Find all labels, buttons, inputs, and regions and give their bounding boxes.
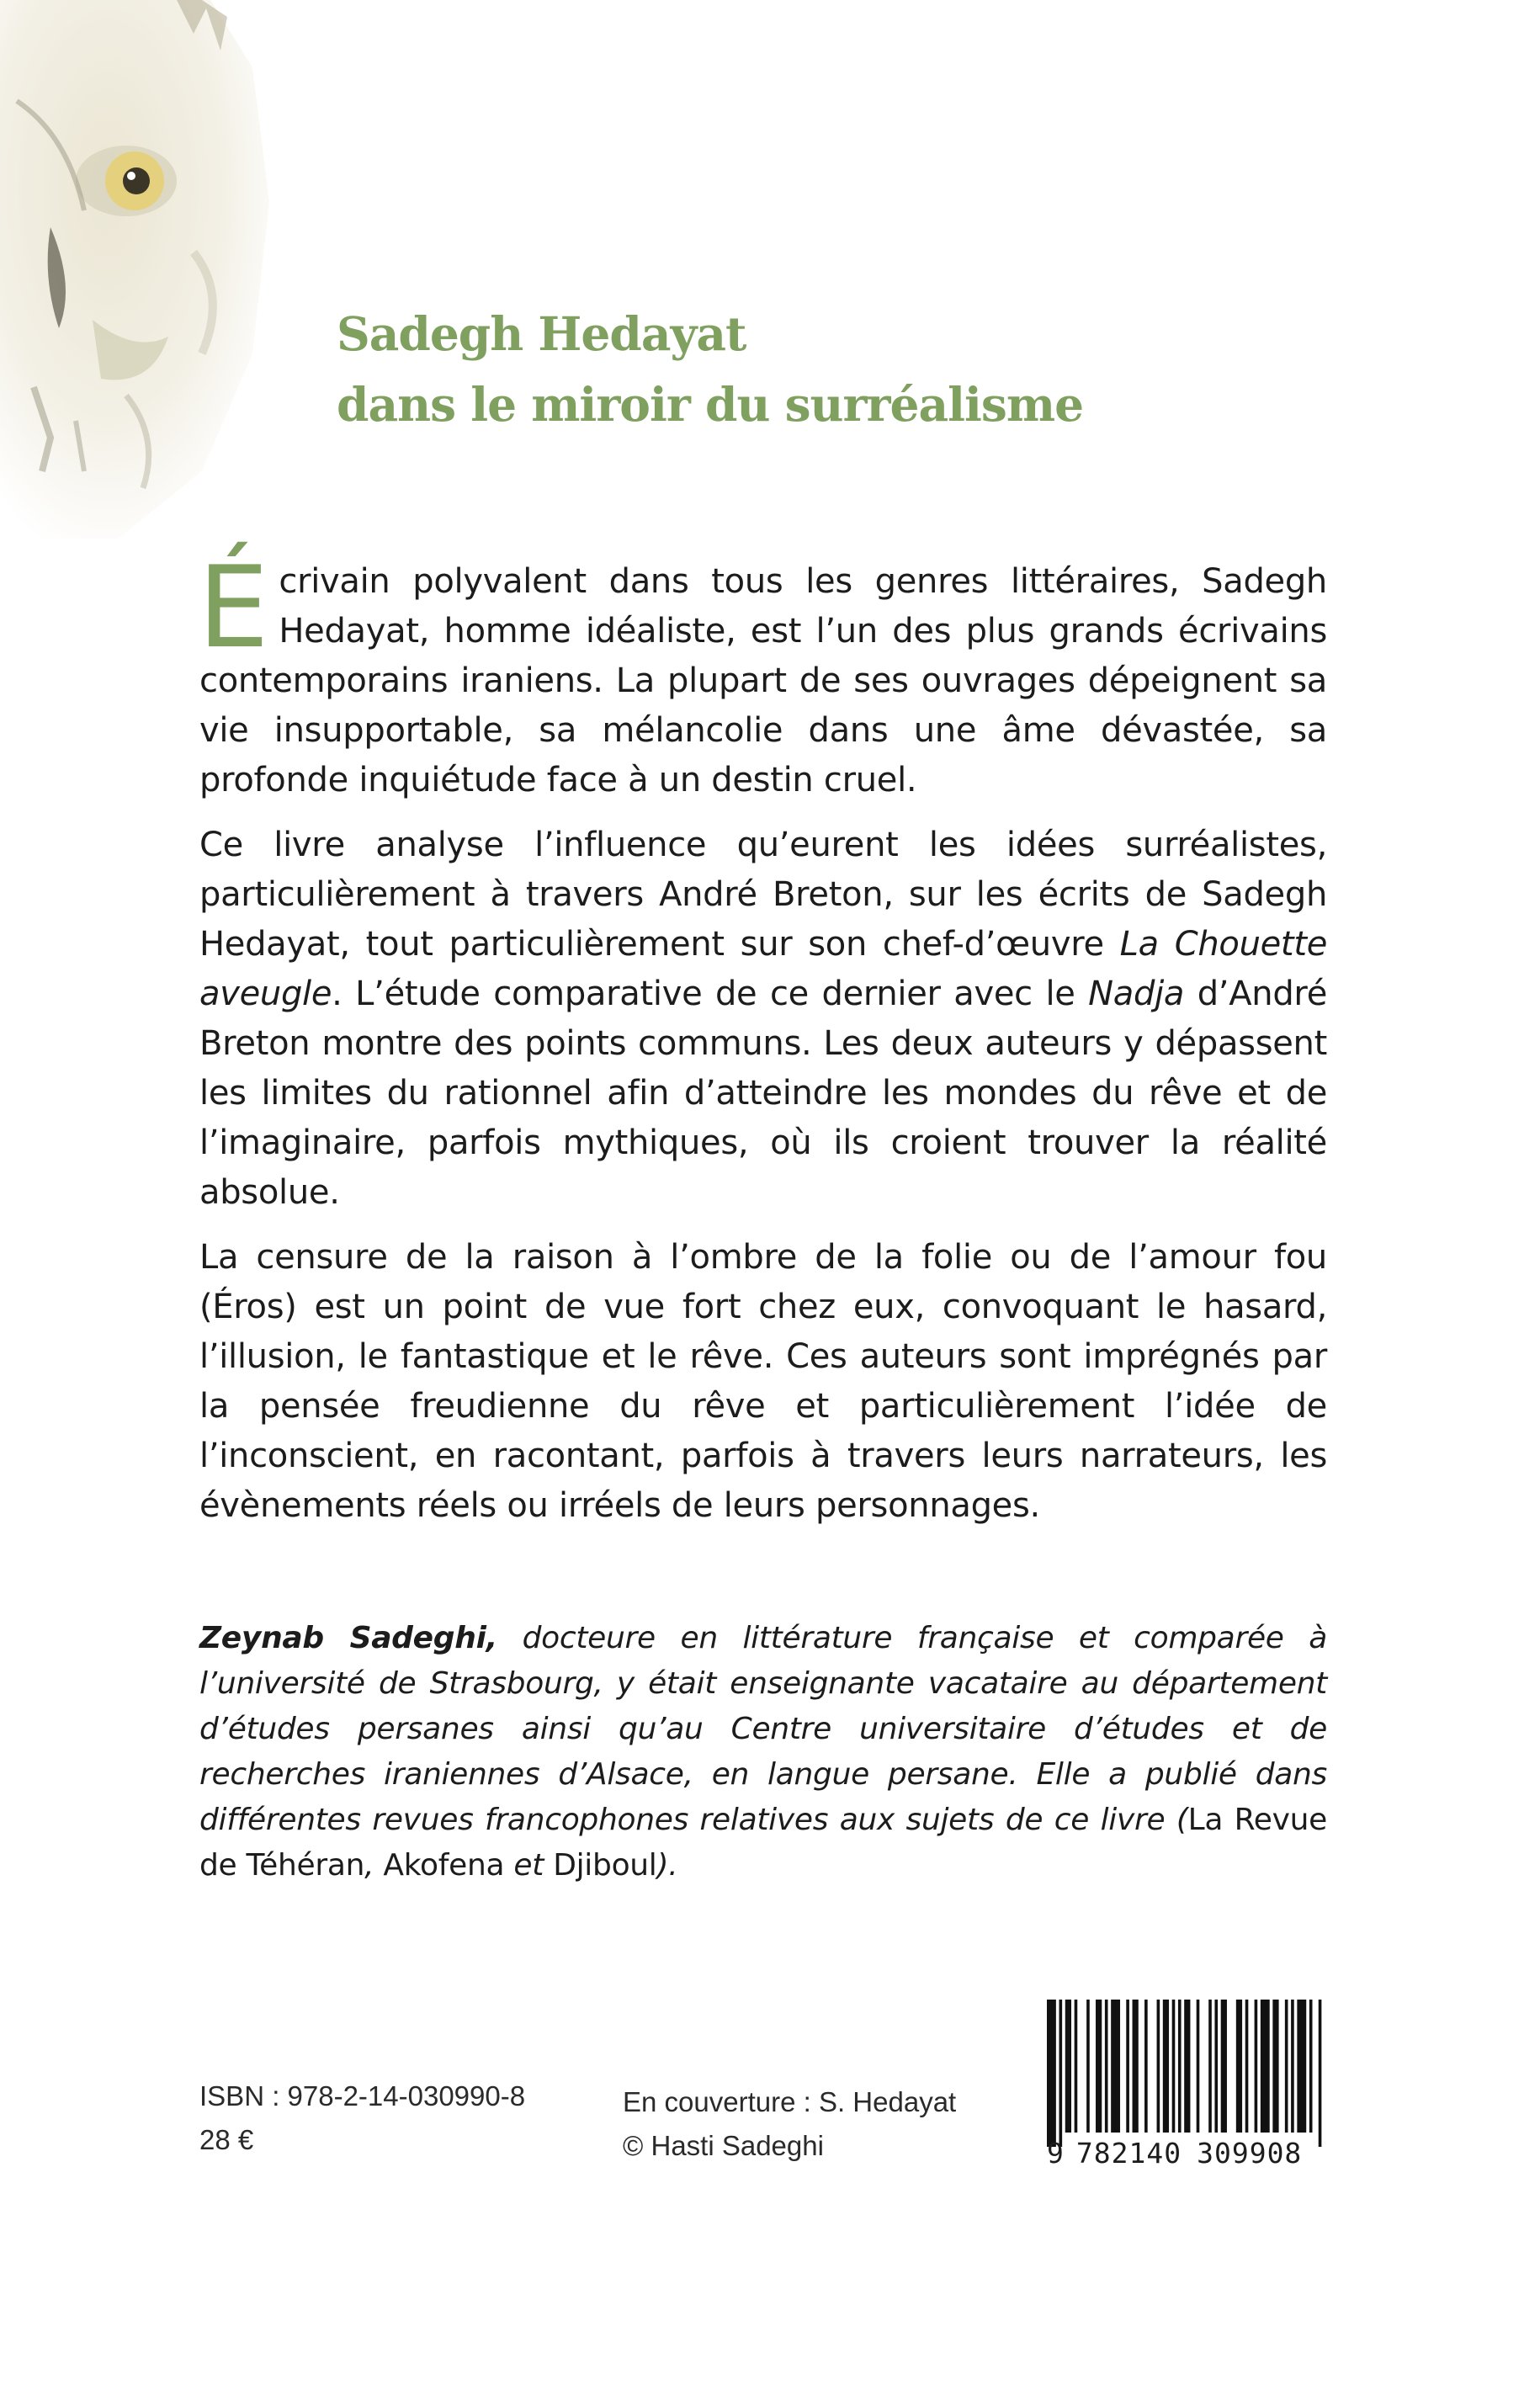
barcode-bar — [1221, 2000, 1227, 2133]
author-bio-text: docteure en littérature française et comparée à l’université de Strasbourg, y était enseignante vacataire au département d’études persanes ainsi qu’au Centre universitaire d’études et de recherches iraniennes d’Alsace, en langue persane. Elle a publié dans différentes revues francophones relatives aux sujets de ce livre ( — [199, 1621, 1327, 1837]
barcode-bar — [1172, 2000, 1176, 2133]
blurb-p2-text-a: Ce livre analyse l’influence qu’eurent les idées surréalistes, particulièrement à travers André Breton, sur les écrits de Sadegh Hedayat, tout particulièrement sur son chef-d’œuvre — [199, 826, 1327, 964]
barcode — [1047, 2000, 1325, 2176]
barcode-bar — [1272, 2000, 1278, 2133]
blurb-p2-text-b: . L’étude comparative de ce dernier avec le — [332, 975, 1089, 1013]
barcode-bar — [1291, 2000, 1294, 2133]
barcode-bar — [1111, 2000, 1120, 2133]
isbn-price-block — [199, 2074, 525, 2162]
barcode-bar — [1144, 2000, 1148, 2133]
closing-punctuation: ). — [656, 1848, 678, 1883]
barcode-bar — [1047, 2000, 1056, 2147]
barcode-bars — [1047, 2000, 1325, 2147]
barcode-bar — [1309, 2000, 1313, 2133]
barcode-bar — [1065, 2000, 1071, 2133]
barcode-bar — [1245, 2000, 1249, 2133]
barcode-bar — [1075, 2000, 1078, 2133]
blurb-paragraph-1-text: crivain polyvalent dans tous les genres littéraires, Sadegh Hedayat, homme idéaliste, est l’un des plus grands écrivains contemporains iraniens. La plupart de ses ouvrages dépeignent sa vie insupportable, sa mélancolie dans une âme dévastée, sa profonde inquiétude face à un destin cruel. — [199, 562, 1327, 799]
book-title — [337, 299, 1083, 440]
book-title-chouette: La Chouette aveugle — [199, 925, 1328, 1013]
barcode-bar — [1133, 2000, 1139, 2133]
cover-credit: En couverture : S. Hedayat — [623, 2086, 957, 2117]
separator: , — [364, 1848, 384, 1883]
credits-block — [623, 2080, 956, 2168]
blurb-paragraph-1 — [198, 542, 1327, 805]
barcode-right-group: 309908 — [1197, 2137, 1303, 2170]
barcode-bar — [1096, 2000, 1102, 2133]
author-name: Zeynab Sadeghi, — [199, 1621, 497, 1655]
barcode-bar — [1261, 2000, 1270, 2133]
barcode-bar — [1236, 2000, 1242, 2133]
barcode-first-digit: 9 — [1047, 2137, 1065, 2170]
copyright-text: © Hasti Sadeghi — [623, 2130, 824, 2161]
barcode-bar — [1285, 2000, 1288, 2133]
barcode-left-group: 782140 — [1075, 2137, 1182, 2170]
barcode-bar — [1178, 2000, 1182, 2133]
barcode-bar — [1197, 2000, 1200, 2133]
barcode-bar — [1208, 2000, 1212, 2133]
barcode-bar — [1126, 2000, 1129, 2133]
barcode-bar — [1059, 2000, 1063, 2147]
barcode-bar — [1297, 2000, 1306, 2133]
isbn-text: ISBN : 978-2-14-030990-8 — [199, 2080, 526, 2111]
author-bio — [199, 1616, 1327, 1888]
barcode-bar — [1086, 2000, 1090, 2133]
barcode-bar — [1319, 2000, 1322, 2147]
blurb-p2-text-c: d’André Breton montre des points communs. Les deux auteurs y dépassent les limites du rationnel afin d’atteindre les mondes du rêve et de l’imaginaire, parfois mythiques, où ils croient trouver la réalité absolue. — [199, 975, 1327, 1212]
book-title-nadja: Nadja — [1088, 975, 1185, 1013]
barcode-bar — [1163, 2000, 1169, 2133]
barcode-bar — [1184, 2000, 1190, 2133]
drop-cap: É — [198, 542, 269, 673]
barcode-bar — [1214, 2000, 1218, 2133]
price-text: 28 € — [199, 2124, 254, 2155]
title-line-1: Sadegh Hedayat — [337, 306, 746, 361]
journal-name: Djiboul — [553, 1848, 657, 1883]
blurb — [198, 542, 1328, 1546]
barcode-digits — [1047, 2137, 1325, 2170]
blurb-paragraph-3: La censure de la raison à l’ombre de la folie ou de l’amour fou (Éros) est un point de vue fort chez eux, convoquant le hasard, l’illusion, le fantastique et le rêve. Ces auteurs sont imprégnés par la pensée freudienne du rêve et particulièrement l’idée de l’inconscient, en racontant, parfois à travers leurs narrateurs, les évènements réels ou irréels de leurs personnages. — [199, 1238, 1327, 1525]
owl-illustration — [0, 0, 278, 539]
title-line-2: dans le miroir du surréalisme — [337, 377, 1084, 432]
barcode-bar — [1255, 2000, 1258, 2133]
barcode-bar — [1157, 2000, 1160, 2133]
journal-name: Akofena — [383, 1848, 505, 1883]
conjunction: et — [504, 1848, 554, 1883]
blurb-paragraph-2 — [199, 821, 1327, 1218]
barcode-bar — [1105, 2000, 1108, 2133]
journal-name: La Revue de Téhéran — [199, 1803, 1327, 1883]
